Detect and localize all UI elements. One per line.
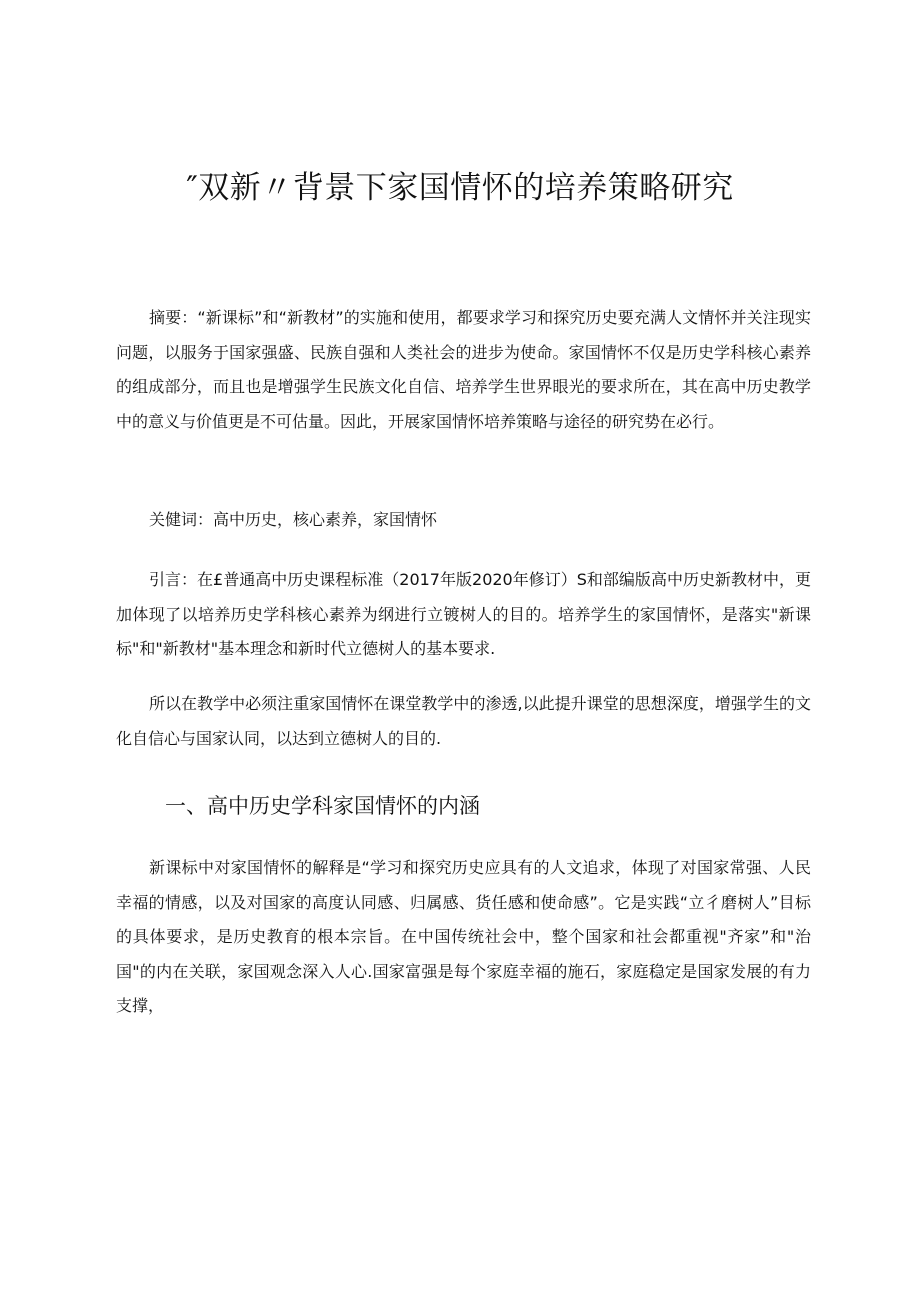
document-title: ″双新〃背景下家国情怀的培养策略研究 — [186, 170, 734, 206]
section-heading: 一、高中历史学科家国情怀的内涵 — [165, 794, 480, 818]
section-paragraph: 新课标中对家国情怀的解释是“学习和探究历史应具有的人文追求，体现了对国家常强、人民幸福的情感，以及对国家的高度认同感、归属感、货任感和使命感”。它是实践“立彳磨树人”目标的具体要求，是历史教育的根本宗旨。在中国传统社会中，整个国家和社会都重视"齐家”和"治国"的内在关联，家国观念深入人心.国家富强是每个家庭幸福的施石，家庭稳定是国家发展的有力支撑， — [116, 858, 811, 1015]
abstract-paragraph: 摘要：“新课标”和“新教材”的实施和使用，都要求学习和探究历史要充满人文情怀并关注现实问题，以服务于国家强盛、民族自强和人类社会的进步为使命。家国情怀不仅是历史学科核心素养的组成部分，而且也是增强学生民族文化自信、培养学生世界眼光的要求所在，其在高中历史教学中的意义与价值更是不可估量。因此，开展家国情怀培养策略与途径的研究势在必行。 — [116, 308, 811, 431]
introduction-paragraph: 引言：在£普通高中历史课程标准（2017年版2020年修订）S和部编版高中历史新教材中，更加体现了以培养历史学科核心素养为纲进行立镀树人的目的。培养学生的家国情怀，是落实"新课标"和"新教材"基本理念和新时代立德树人的基本要求. — [116, 570, 811, 658]
keywords-paragraph: 关健词：高中历史，核心素养，家国情怀 — [149, 510, 438, 529]
body-paragraph: 所以在教学中必须注重家国情怀在课堂教学中的渗透,以此提升课堂的思想深度，增强学生的文化自信心与国家认同，以达到立德树人的目的. — [116, 694, 811, 748]
